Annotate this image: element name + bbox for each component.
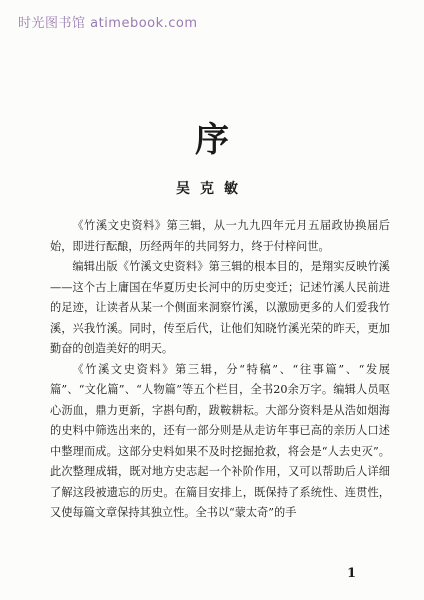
- paragraph-1: 《竹溪文史资料》第三辑，从一九九四年元月五届政协换届后始，即进行酝酿，历经两年的共同努力，终于付梓问世。: [50, 219, 390, 253]
- page-title: 序: [195, 120, 229, 160]
- body-text: [50, 216, 390, 524]
- page-number: 1: [346, 566, 356, 581]
- watermark: 时光图书馆 atimebook.com: [18, 16, 198, 31]
- paragraph-2: 编辑出版《竹溪文史资料》第三辑的根本目的，是翔实反映竹溪——这个古上庸国在华夏历史长河中的历史变迁；记述竹溪人民前进的足迹，让读者从某一个侧面来洞察竹溪，以激励更多的人们爱我竹溪，兴我竹溪。同时，传至后代，让他们知晓竹溪光荣的昨天，更加勤奋的创造美好的明天。: [50, 260, 390, 355]
- paragraph-3: 《竹溪文史资料》第三辑，分“特稿”、“往事篇”、“发展篇”、“文化篇”、“人物篇”等五个栏目，全书20余万字。编辑人员呕心沥血，鼎力更新，字斟句酌，跋鞍耕耘。大部分资料是从浩如烟海的史料中筛选出来的，还有一部分则是从走访年事已高的亲历人口述中整理而成。这部分史料如果不及时挖掘抢救，将会是“人去史灭”。此次整理成辑，既对地方史志起一个补阶作用，又可以帮助后人详细了解这段被遗忘的历史。在篇目安排上，既保持了系统性、连贯性，又使每篇文章保持其独立性。全书以“蒙太奇”的手: [50, 362, 390, 519]
- author-name: 吴克敏: [176, 181, 248, 197]
